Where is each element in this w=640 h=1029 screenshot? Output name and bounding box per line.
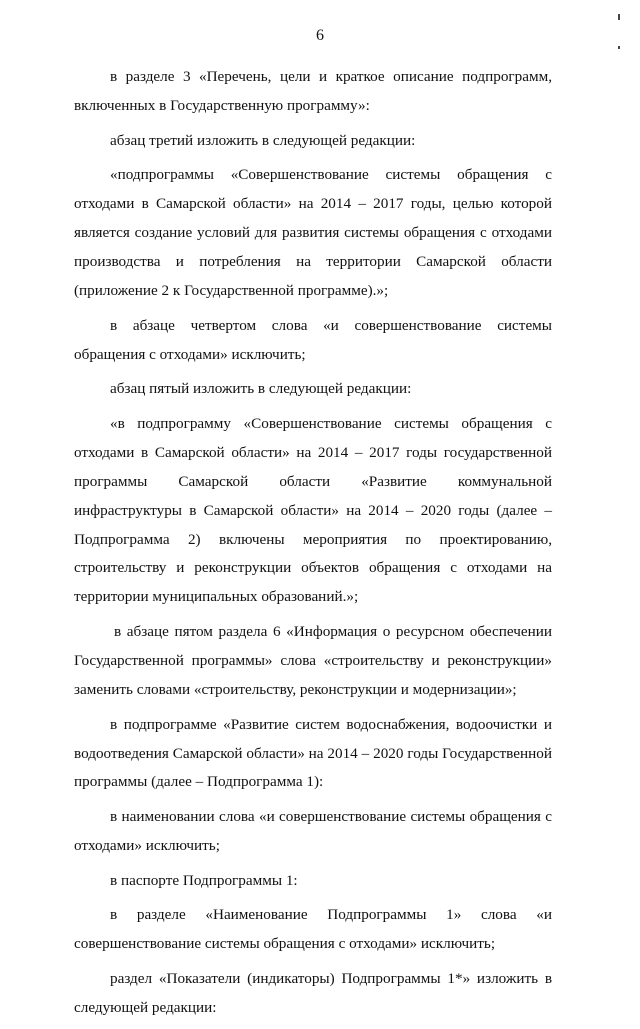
- scan-artifact-mark: [618, 46, 620, 49]
- paragraph: в разделе «Наименование Подпрограммы 1» слова «и совершенствование системы обращения с отходами» исключить;: [74, 906, 552, 953]
- paragraph: в паспорте Подпрограммы 1:: [110, 871, 298, 889]
- paragraph: в абзаце пятом раздела 6 «Информация о ресурсном обеспечении Государственной программы» слова «строительству и реконструкции» заменить словами «строительству, реконструкции и модернизации»;: [74, 623, 552, 698]
- paragraph: раздел «Показатели (индикаторы) Подпрограммы 1*» изложить в следующей редакции:: [74, 970, 552, 1016]
- paragraph: «подпрограммы «Совершенствование системы обращения с отходами в Самарской области» на 2014 – 2017 годы, целью которой является создание условий для развития системы обращения с отходами производства и потребления на территории Самарской области (приложение 2 к Государственной программе).»;: [74, 166, 552, 299]
- scan-artifact-mark: [618, 14, 620, 20]
- paragraph: в подпрограмме «Развитие систем водоснабжения, водоочистки и водоотведения Самарской области» на 2014 – 2020 годы Государственной программы (далее – Подпрограмма 1):: [74, 715, 552, 791]
- paragraph: «в подпрограмму «Совершенствование системы обращения с отходами в Самарской области» на 2014 – 2017 годы государственной программы Самарской области «Развитие коммунальной инфраструктуры в Самарской области» на 2014 – 2020 годы (далее – Подпрограмма 2) включены мероприятия по проектированию, строительству и реконструкции объектов обращения с отходами на территории муниципальных образований.»;: [74, 414, 552, 606]
- paragraph: в разделе 3 «Перечень, цели и краткое описание подпрограмм, включенных в Государственную программу»:: [74, 68, 552, 114]
- paragraph: абзац третий изложить в следующей редакции:: [110, 131, 416, 149]
- page-number: 6: [316, 27, 324, 44]
- paragraph: в абзаце четвертом слова «и совершенствование системы обращения с отходами» исключить;: [74, 316, 552, 363]
- document-body: [74, 63, 552, 1029]
- paragraph: в наименовании слова «и совершенствование системы обращения с отходами» исключить;: [74, 808, 552, 855]
- paragraph: абзац пятый изложить в следующей редакции:: [110, 380, 412, 398]
